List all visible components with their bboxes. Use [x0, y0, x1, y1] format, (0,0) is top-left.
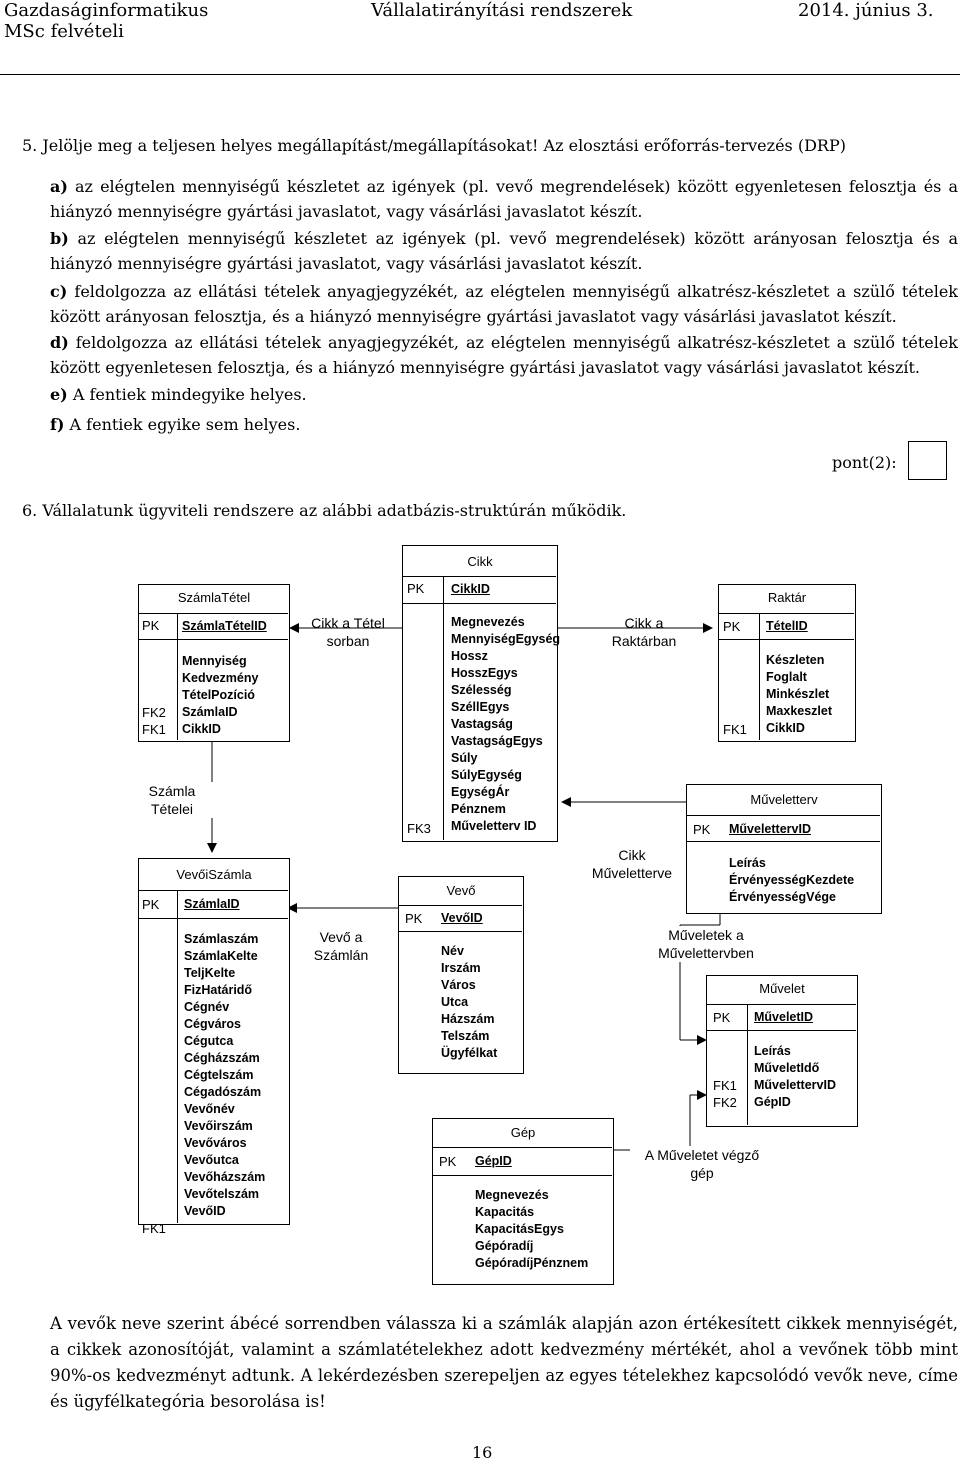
option-key: d) — [50, 333, 69, 352]
pk-label: PK — [439, 1154, 457, 1169]
option-text: A fentiek egyike sem helyes. — [64, 415, 301, 434]
pk-field: CikkID — [451, 582, 490, 596]
fields: Mennyiség Kedvezmény TételPozíció SzámlaID CikkID — [182, 654, 259, 736]
entity-szamlatetel — [138, 584, 290, 742]
relation-cikk-a-tetel-sorban: Cikk a Tétel sorban — [311, 615, 385, 649]
pk-label: PK — [723, 619, 741, 634]
pk-label: PK — [142, 897, 160, 912]
page-number: 16 — [472, 1443, 493, 1462]
relation-vevo-a-szamlan: Vevő a Számlán — [313, 929, 369, 963]
pk-field: MűveletID — [754, 1010, 814, 1024]
header-left-line2: MSc felvételi — [4, 21, 124, 42]
fk-labels: FK1 — [723, 722, 747, 737]
entity-vevoiszamla — [138, 858, 290, 1236]
fields: Készleten Foglalt Minkészlet Maxkeszlet CikkID — [766, 653, 833, 735]
points-label: pont(2): — [832, 453, 897, 472]
question-6-task: A vevők neve szerint ábécé sorrendben válassza ki a számlák alapján azon értékesített cikkek mennyiségét, a cikkek azonosítóját, valamint a számlatételekhez adott kedvezmény mértékét, ahol a vevőnek több mint 90%-os kedvezményt adtunk. A lekérdezésben szerepeljen az egyes tételekhez kapcsolódó vevők neve, címe és ügyfélkategória besorolása is! — [50, 1314, 958, 1411]
entity-raktar — [718, 584, 856, 742]
pk-label: PK — [405, 911, 423, 926]
entity-title: Raktár — [767, 590, 807, 605]
pk-field: VevőID — [441, 911, 483, 925]
option-key: a) — [50, 177, 68, 196]
fields: Leírás ÉrvényességKezdete ÉrvényességVége — [729, 856, 855, 904]
fields: Megnevezés Kapacitás KapacitásEgys Gépóradíj GépóradíjPénznem — [475, 1188, 589, 1270]
option-key: f) — [50, 415, 65, 434]
fk-labels: FK2 FK1 — [142, 705, 166, 737]
option-text: az elégtelen mennyiségű készletet az igények (pl. vevő megrendelések) között arányosan felosztja és a hiányzó mennyiségre gyártási javaslatot, vagy vásárlási javaslatot készít. — [50, 229, 958, 273]
relation-cikk-a-raktarban: Cikk a Raktárban — [611, 615, 677, 649]
pk-label: PK — [693, 822, 711, 837]
fields: Leírás MűveletIdő MűvelettervID GépID — [754, 1044, 836, 1109]
entity-title: Műveletterv — [750, 792, 818, 807]
pk-label: PK — [142, 618, 160, 633]
option-text: az elégtelen mennyiségű készletet az igények (pl. vevő megrendelések) között egyenletesen felosztja és a hiányzó mennyiségre gyártási javaslatot, vagy vásárlási javaslatot készít. — [50, 177, 958, 221]
entity-title: Vevő — [446, 883, 476, 898]
entity-title: Gép — [510, 1125, 536, 1140]
header-date: 2014. június 3. — [798, 0, 934, 21]
header-center: Vállalatirányítási rendszerek — [371, 0, 633, 21]
fields: Név Irszám Város Utca Házszám Telszám Ügyfélkat — [441, 944, 498, 1060]
pk-field: MűvelettervID — [729, 822, 811, 836]
option-key: e) — [50, 385, 68, 404]
entity-muvelet — [706, 975, 858, 1127]
pk-label: PK — [713, 1010, 731, 1025]
pk-field: GépID — [475, 1154, 512, 1168]
option-text: feldolgozza az ellátási tételek anyagjegyzékét, az elégtelen mennyiségű alkatrész-készletet a szülő tételek között egyenletesen felosztja, és a hiányzó mennyiségre gyártási javaslatot vagy vásárlási javaslatot készít. — [50, 333, 958, 377]
entity-title: Cikk — [467, 554, 493, 569]
entity-vevo — [398, 876, 524, 1074]
entity-gep — [432, 1118, 614, 1285]
pk-field: SzámlaID — [184, 897, 240, 911]
relation-a-muveletet-vegzo-gep: A Műveletet végző gép — [630, 1146, 774, 1182]
question-5-title: 5. Jelölje meg a teljesen helyes megállapítást/megállapításokat! Az elosztási erőforrás-tervezés (DRP) — [22, 136, 846, 155]
pk-field: TételID — [766, 619, 808, 633]
pk-field: SzámlaTételID — [182, 619, 267, 633]
question-6-title: 6. Vállalatunk ügyviteli rendszere az alábbi adatbázis-struktúrán működik. — [22, 501, 627, 520]
entity-muveletterv — [686, 784, 882, 914]
relation-szamla-tetelei: Számla Tételei — [128, 782, 216, 818]
header-left-line1: Gazdaságinformatikus — [4, 0, 209, 21]
relation-muveletek-a-muvelettervben: Műveletek a Művelettervben — [646, 926, 766, 962]
fk-labels: FK1 — [142, 1221, 166, 1236]
entity-title: SzámlaTétel — [177, 590, 251, 605]
fk-labels: FK3 — [407, 821, 431, 836]
fk-labels: FK1 FK2 — [713, 1078, 737, 1110]
fields: Megnevezés MennyiségEgység Hossz HosszEgys Szélesség SzéllEgys Vastagság VastagságEgys Súly SúlyEgység EgységÁr Pénznem Műveletterv ID — [451, 615, 561, 833]
entity-title: Művelet — [759, 981, 805, 996]
option-key: c) — [50, 282, 68, 301]
entity-cikk — [402, 545, 561, 842]
option-text: feldolgozza az ellátási tételek anyagjegyzékét, az elégtelen mennyiségű alkatrész-készletet a szülő tételek között arányosan felosztja, és a hiányzó mennyiségre gyártási javaslatot vagy vásárlási javaslatot készít. — [50, 282, 958, 326]
option-key: b) — [50, 229, 69, 248]
option-text: A fentiek mindegyike helyes. — [67, 385, 307, 404]
pk-label: PK — [407, 581, 425, 596]
entity-title: VevőiSzámla — [176, 867, 252, 882]
fields: Számlaszám SzámlaKelte TeljKelte FizHatáridő Cégnév Cégváros Cégutca Cégházszám Cégtelszám Cégadószám Vevőnév Vevőirszám Vevőváros Vevőutca Vevőházszám Vevőtelszám VevőID — [184, 932, 266, 1218]
relation-cikk-muveletterve: Cikk Műveletterve — [591, 847, 673, 881]
